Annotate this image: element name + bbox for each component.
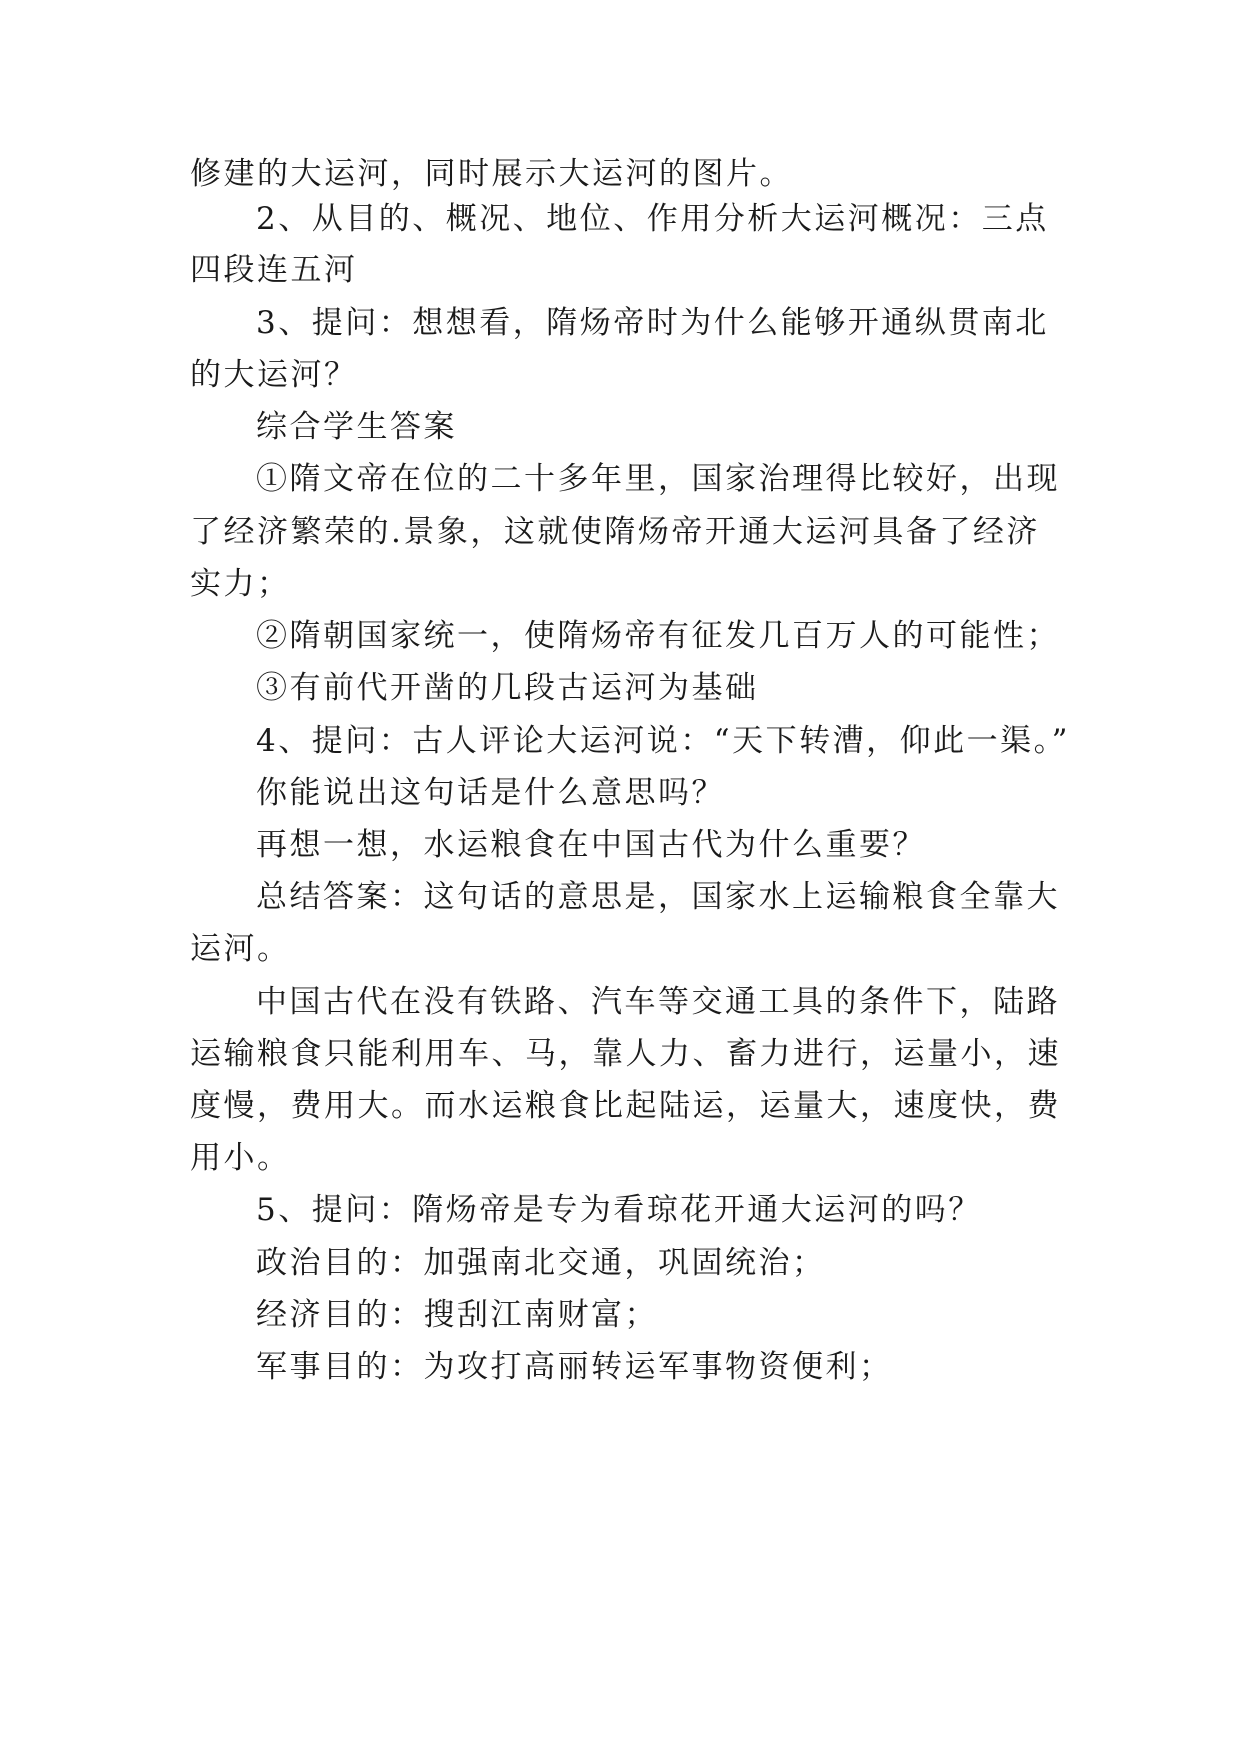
text-line: ③有前代开凿的几段古运河为基础 xyxy=(256,670,759,706)
text-line: 中国古代在没有铁路、汽车等交通工具的条件下，陆路 xyxy=(256,984,1060,1020)
text-line: 5、提问：隋炀帝是专为看琼花开通大运河的吗？ xyxy=(256,1192,982,1228)
text-line: 运输粮食只能利用车、马，靠人力、畜力进行，运量小，速 xyxy=(190,1036,1061,1072)
text-line: 经济目的：搜刮江南财富； xyxy=(256,1297,658,1333)
text-line: 你能说出这句话是什么意思吗？ xyxy=(256,775,725,811)
text-line: 3、提问：想想看，隋炀帝时为什么能够开通纵贯南北 xyxy=(256,305,1049,341)
text-line: 总结答案：这句话的意思是，国家水上运输粮食全靠大 xyxy=(256,879,1060,915)
text-line: 军事目的：为攻打高丽转运军事物资便利； xyxy=(256,1349,893,1385)
text-line: 的大运河？ xyxy=(190,357,358,393)
text-line: 再想一想，水运粮食在中国古代为什么重要？ xyxy=(256,827,926,863)
text-line: 政治目的：加强南北交通，巩固统治； xyxy=(256,1245,826,1281)
text-line: 四段连五河 xyxy=(190,252,358,288)
text-line: 度慢，费用大。而水运粮食比起陆运，运量大，速度快，费 xyxy=(190,1088,1061,1124)
text-line: ①隋文帝在位的二十多年里，国家治理得比较好，出现 xyxy=(256,461,1060,497)
text-line: 实力； xyxy=(190,566,291,602)
text-line: 综合学生答案 xyxy=(256,409,457,445)
text-line: 了经济繁荣的.景象，这就使隋炀帝开通大运河具备了经济 xyxy=(190,514,1040,550)
text-line: 运河。 xyxy=(190,931,291,967)
text-line: 4、提问：古人评论大运河说：“天下转漕，仰此一渠。” xyxy=(256,723,1070,759)
text-line: 用小。 xyxy=(190,1140,291,1176)
text-line: 2、从目的、概况、地位、作用分析大运河概况：三点 xyxy=(256,201,1049,237)
text-line: ②隋朝国家统一，使隋炀帝有征发几百万人的可能性； xyxy=(256,618,1060,654)
text-line: 修建的大运河，同时展示大运河的图片。 xyxy=(190,156,793,192)
